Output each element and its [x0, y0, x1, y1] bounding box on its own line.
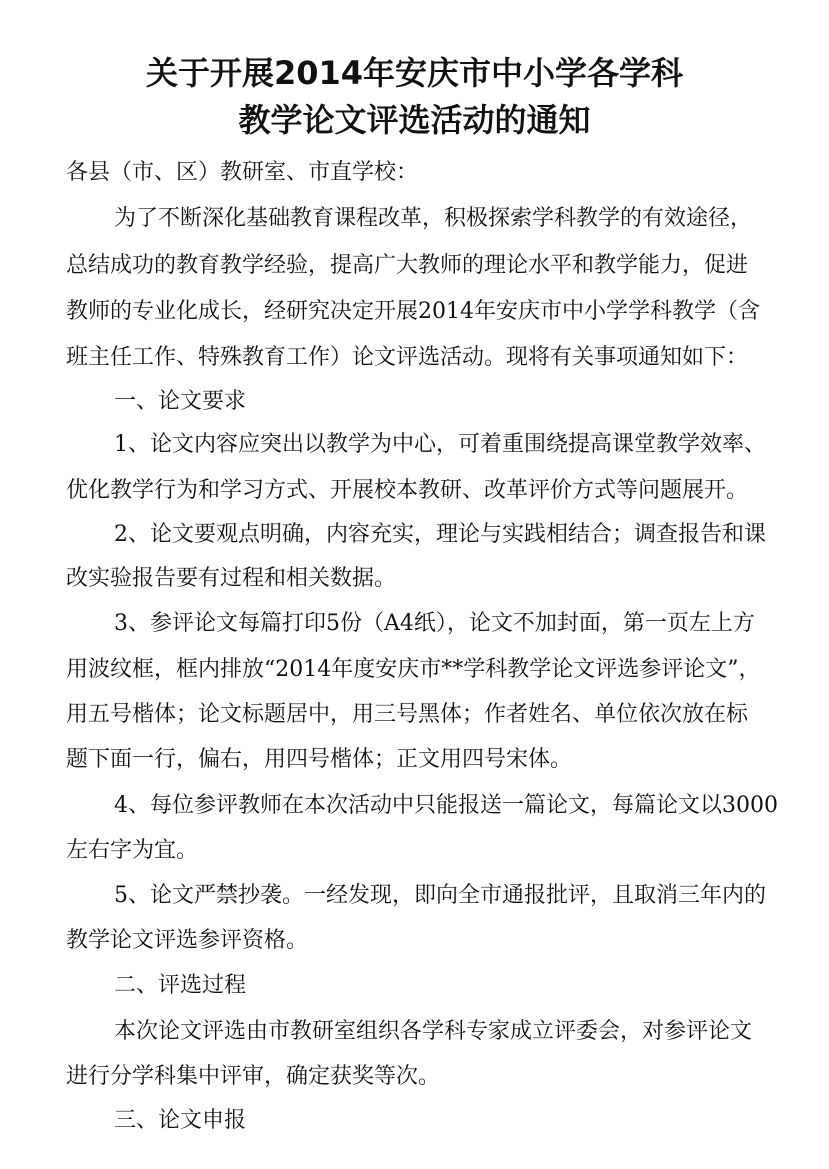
- requirement-3-line: 用五号楷体；论文标题居中，用三号黑体；作者姓名、单位依次放在标: [66, 702, 749, 727]
- section-heading-requirements: 一、论文要求: [114, 389, 247, 414]
- requirement-2-line: 2、论文要观点明确，内容充实，理论与实践相结合；调查报告和课: [114, 522, 766, 547]
- section-heading-submission: 三、论文申报: [114, 1108, 247, 1133]
- requirement-1-line: 优化教学行为和学习方式、开展校本教研、改革评价方式等问题展开。: [66, 478, 749, 503]
- requirement-3-line: 题下面一行，偏右，用四号楷体；正文用四号宋体。: [66, 747, 573, 772]
- requirement-4-line: 4、每位参评教师在本次活动中只能报送一篇论文，每篇论文以3000: [114, 793, 778, 818]
- process-paragraph-line: 本次论文评选由市教研室组织各学科专家成立评委会，对参评论文: [114, 1019, 753, 1044]
- requirement-3-line: 用波纹框，框内排放“2014年度安庆市**学科教学论文评选参评论文”，: [66, 657, 761, 682]
- intro-paragraph-line: 总结成功的教育教学经验，提高广大教师的理论水平和教学能力，促进: [66, 253, 749, 278]
- requirement-5-line: 5、论文严禁抄袭。一经发现，即向全市通报批评，且取消三年内的: [114, 883, 766, 908]
- requirement-4-line: 左右字为宜。: [66, 838, 199, 863]
- requirement-3-line: 3、参评论文每篇打印5份（A4纸），论文不加封面，第一页左上方: [114, 611, 755, 636]
- notice-title-line-1: 关于开展2014年安庆市中小学各学科: [145, 54, 684, 92]
- salutation: 各县（市、区）教研室、市直学校：: [66, 160, 419, 185]
- process-paragraph-line: 进行分学科集中评审，确定获奖等次。: [66, 1064, 441, 1089]
- requirement-1-line: 1、论文内容应突出以教学为中心，可着重围绕提高课堂教学效率、: [114, 432, 766, 457]
- requirement-5-line: 教学论文评选参评资格。: [66, 928, 309, 953]
- section-heading-process: 二、评选过程: [114, 973, 247, 998]
- intro-paragraph-line: 为了不断深化基础教育课程改革，积极探索学科教学的有效途径，: [114, 206, 753, 231]
- intro-paragraph-line: 班主任工作、特殊教育工作）论文评选活动。现将有关事项通知如下：: [66, 345, 749, 370]
- notice-title-line-2: 教学论文评选活动的通知: [238, 101, 591, 139]
- requirement-2-line: 改实验报告要有过程和相关数据。: [66, 566, 397, 591]
- intro-paragraph-line: 教师的专业化成长，经研究决定开展2014年安庆市中小学学科教学（含: [66, 299, 760, 324]
